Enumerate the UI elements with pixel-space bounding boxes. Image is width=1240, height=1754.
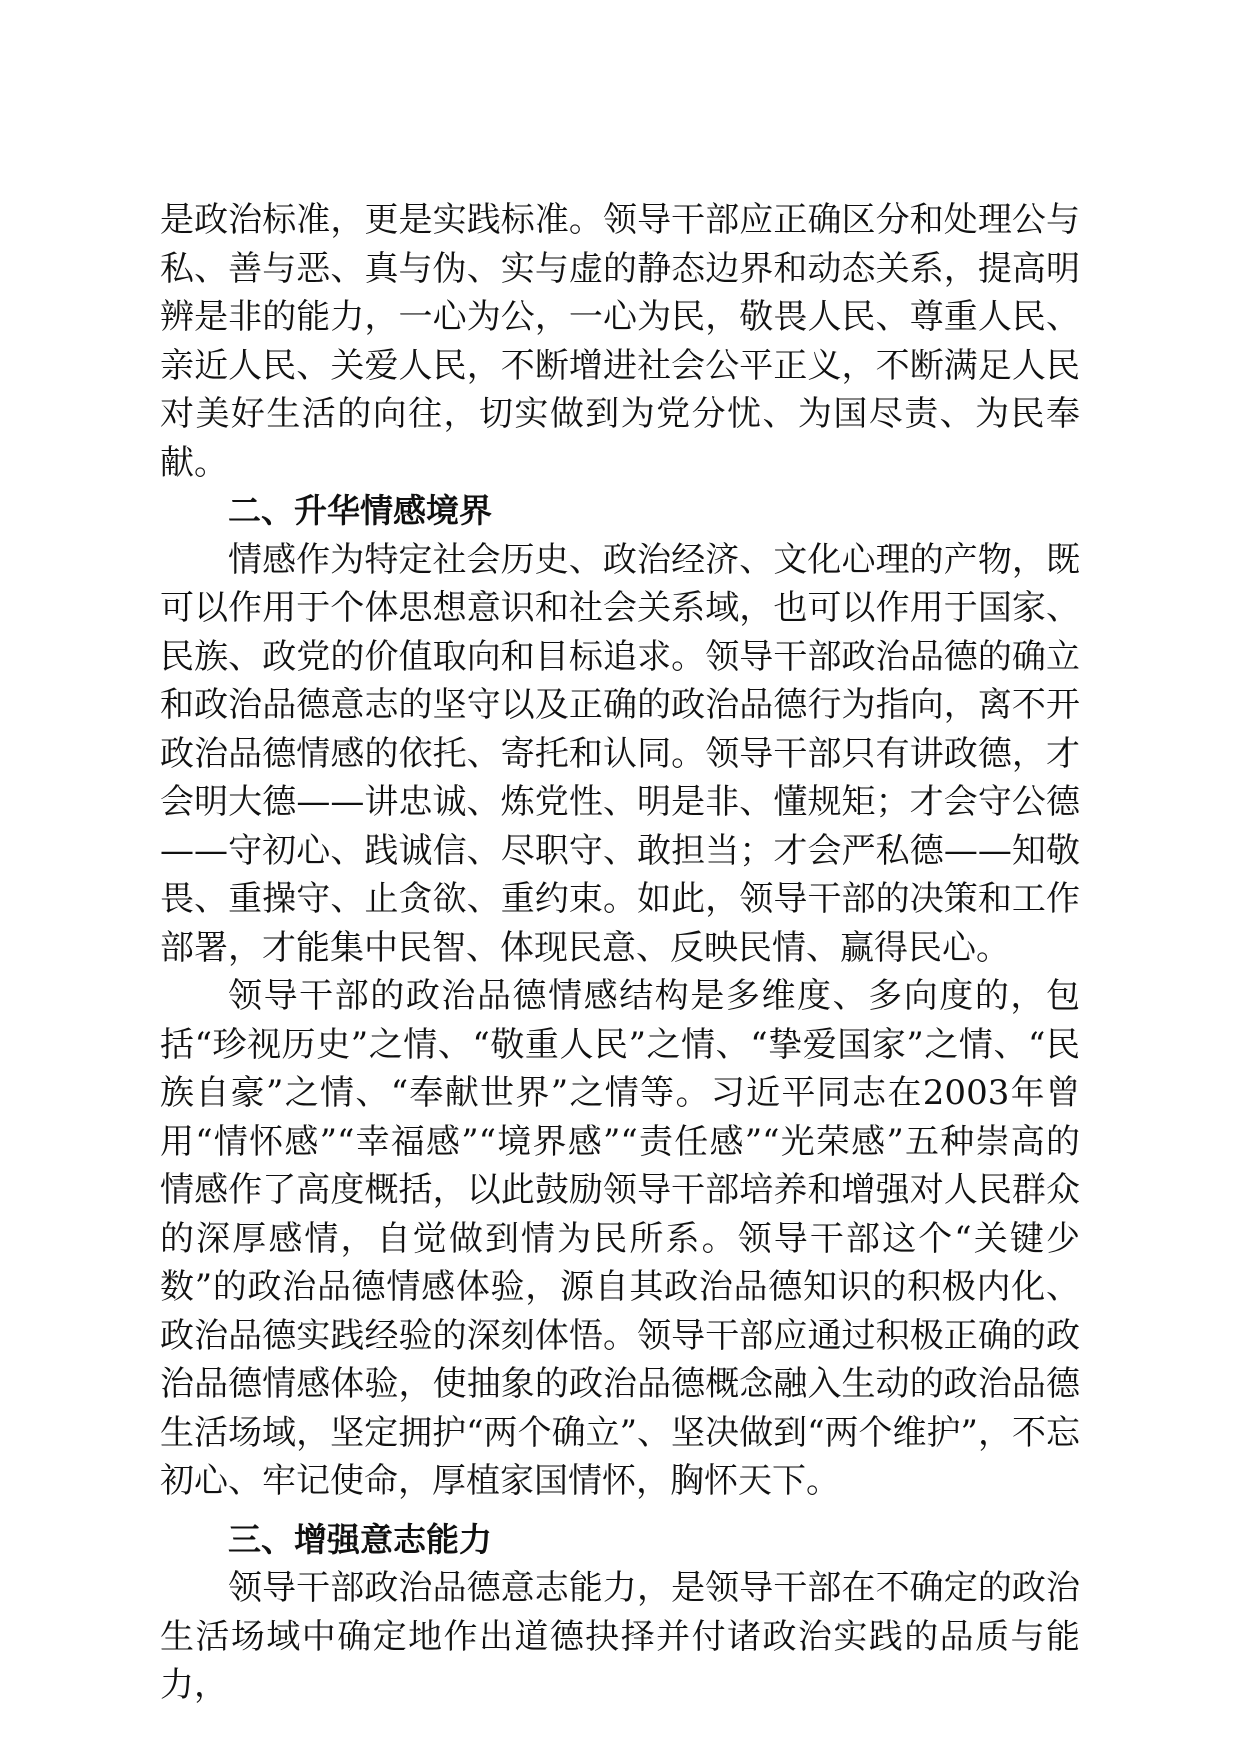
section-heading-3: 三、增强意志能力 bbox=[228, 1519, 492, 1559]
paragraph-emotion-structure: 领导干部的政治品德情感结构是多维度、多向度的，包括“珍视历史”之情、“敬重人民”之情、“挚爱国家”之情、“民族自豪”之情、“奉献世界”之情等。习近平同志在2003年曾用“情怀感”“幸福感”“境界感”“责任感”“光荣感”五种崇高的情感作了高度概括，以此鼓励领导干部培养和增强对人民群众的深厚感情，自觉做到情为民所系。领导干部这个“关键少数”的政治品德情感体验，源自其政治品德知识的积极内化、政治品德实践经验的深刻体悟。领导干部应通过积极正确的政治品德情感体验，使抽象的政治品德概念融入生动的政治品德生活场域，坚定拥护“两个确立”、坚决做到“两个维护”，不忘初心、牢记使命，厚植家国情怀，胸怀天下。 bbox=[160, 976, 1080, 1501]
paragraph-will-ability: 领导干部政治品德意志能力，是领导干部在不确定的政治生活场域中确定地作出道德抉择并付诸政治实践的品质与能力， bbox=[160, 1568, 1080, 1705]
paragraph-continuation: 是政治标准，更是实践标准。领导干部应正确区分和处理公与私、善与恶、真与伪、实与虚的静态边界和动态关系，提高明辨是非的能力，一心为公，一心为民，敬畏人民、尊重人民、亲近人民、关爱人民，不断增进社会公平正义，不断满足人民对美好生活的向往，切实做到为党分忧、为国尽责、为民奉献。 bbox=[160, 200, 1080, 483]
section-heading-2: 二、升华情感境界 bbox=[228, 491, 492, 530]
document-body bbox=[160, 196, 1080, 1710]
paragraph-emotion-intro: 情感作为特定社会历史、政治经济、文化心理的产物，既可以作用于个体思想意识和社会关系域，也可以作用于国家、民族、政党的价值取向和目标追求。领导干部政治品德的确立和政治品德意志的坚守以及正确的政治品德行为指向，离不开政治品德情感的依托、寄托和认同。领导干部只有讲政德，才会明大德——讲忠诚、炼党性、明是非、懂规矩；才会守公德——守初心、践诚信、尽职守、敢担当；才会严私德——知敬畏、重操守、止贪欲、重约束。如此，领导干部的决策和工作部署，才能集中民智、体现民意、反映民情、赢得民心。 bbox=[160, 539, 1080, 968]
